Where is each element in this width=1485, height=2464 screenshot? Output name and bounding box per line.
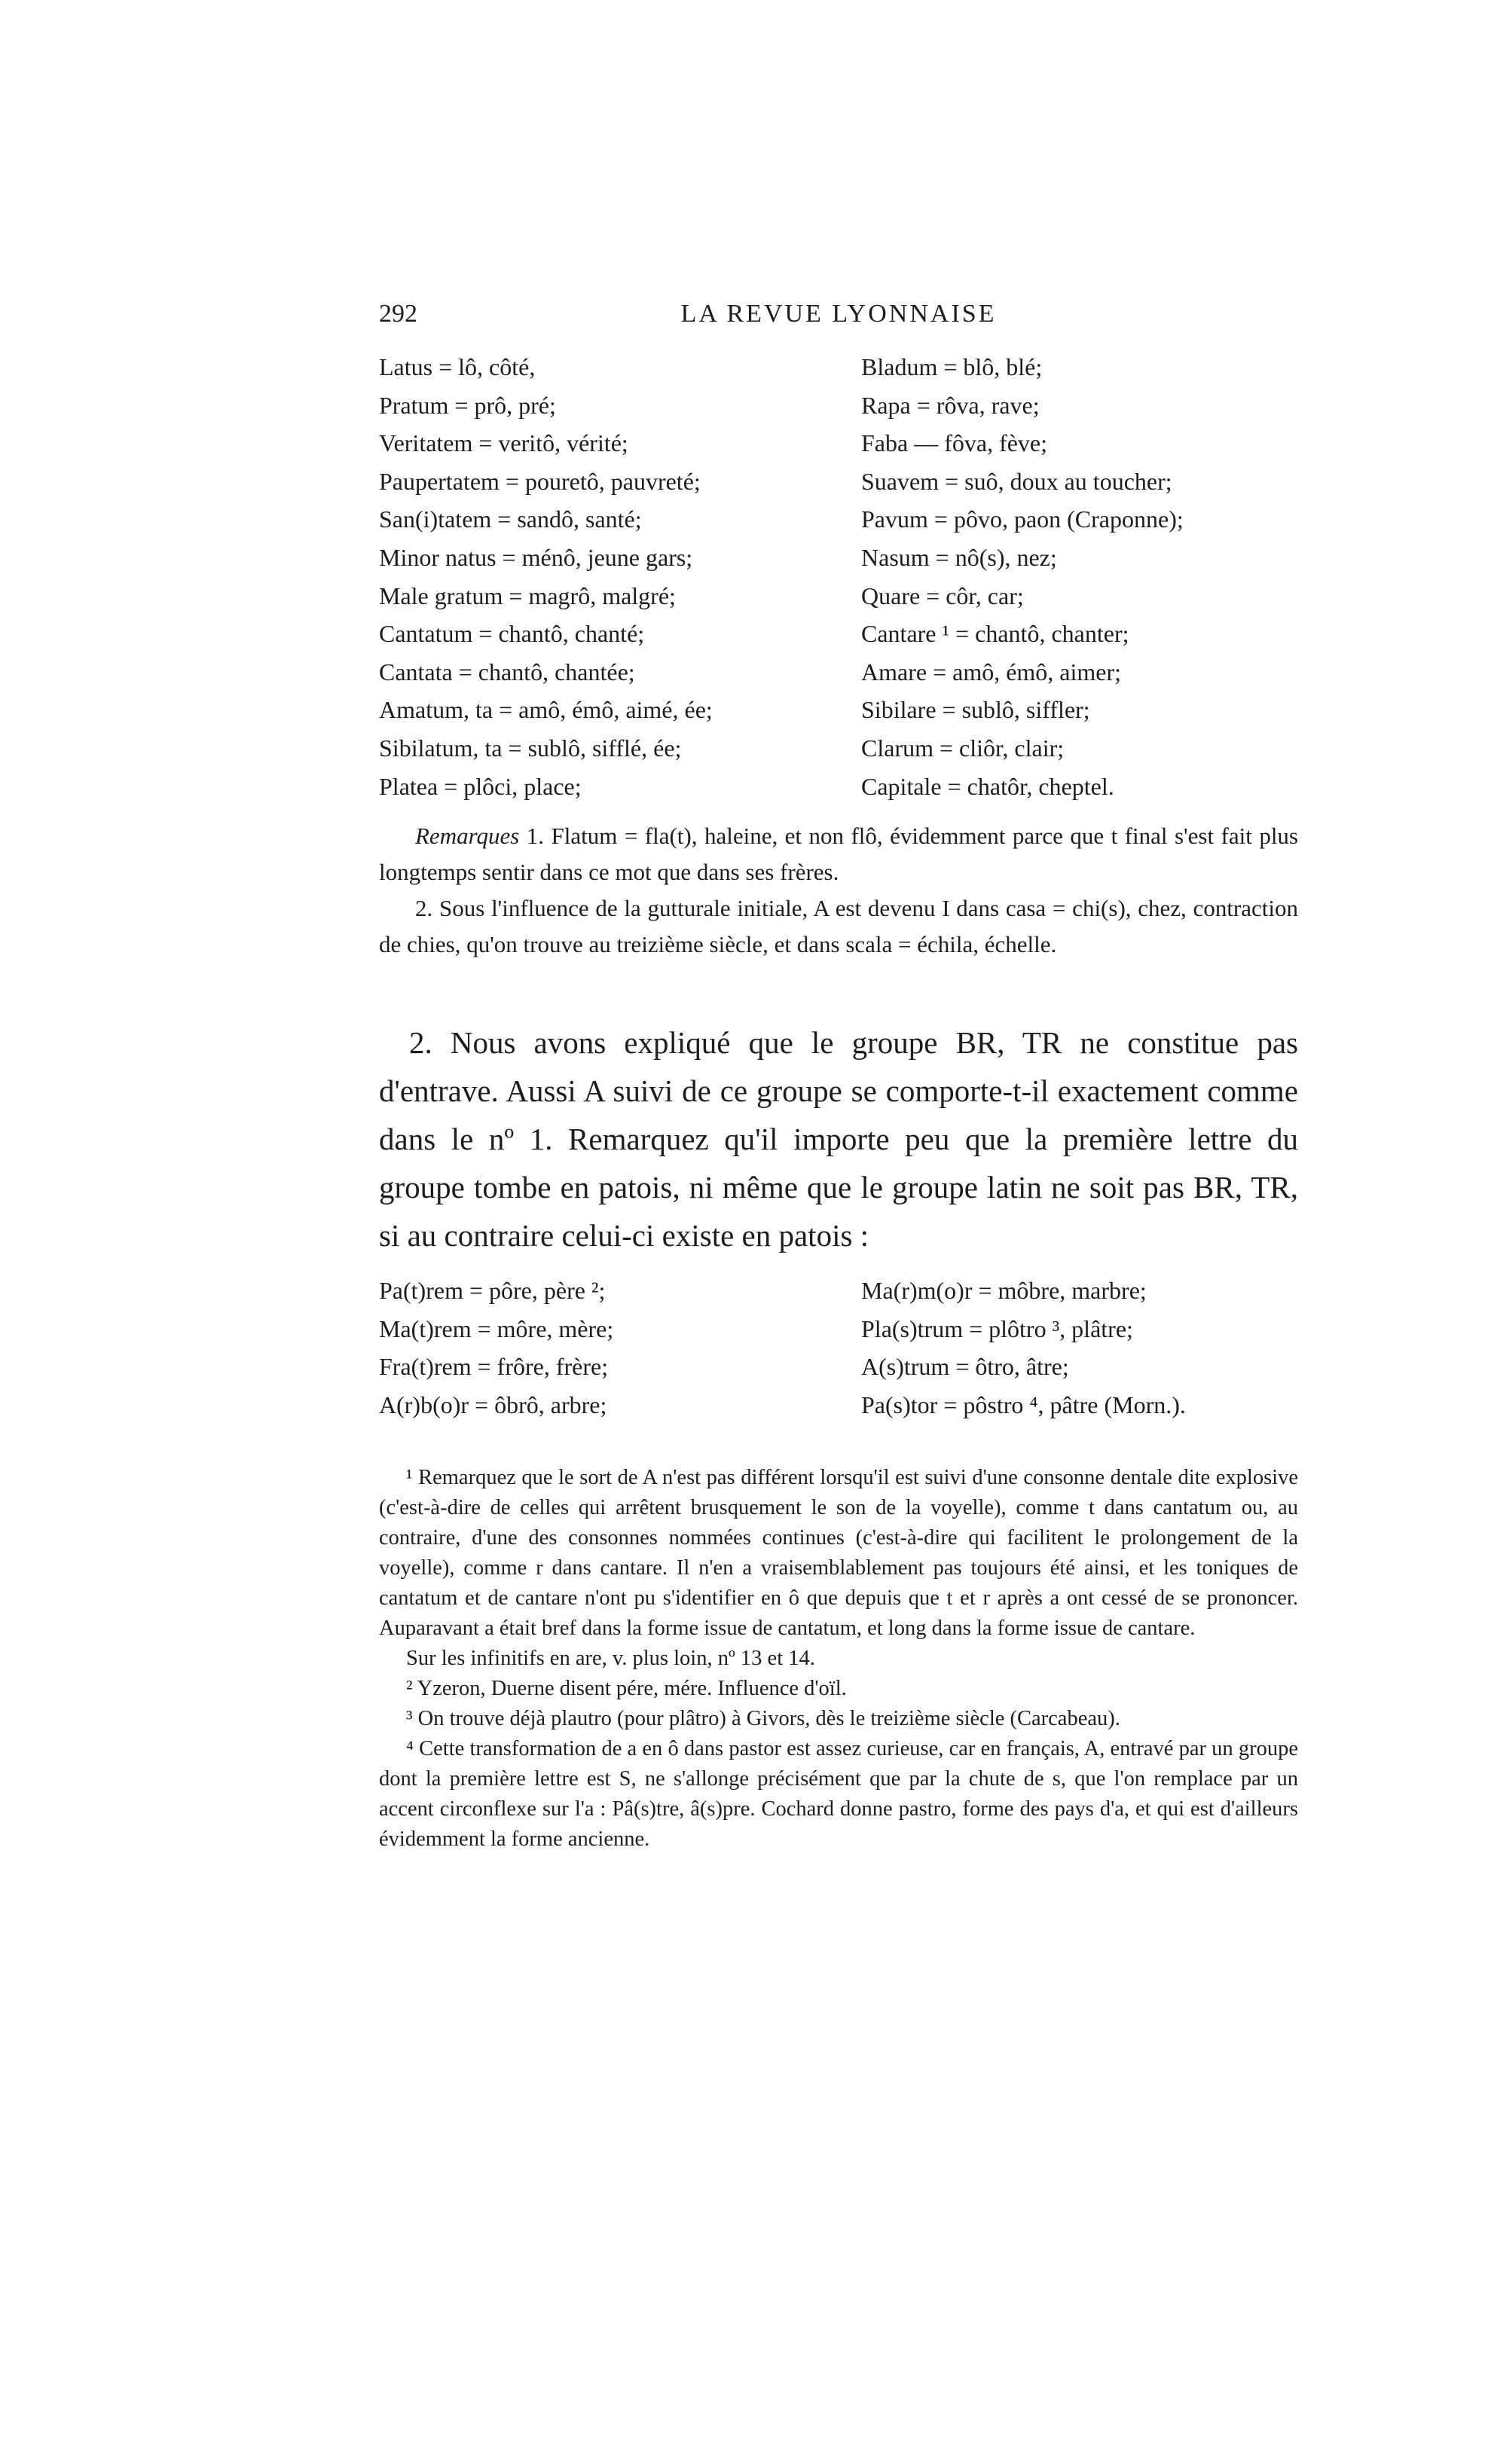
- page-number: 292: [379, 300, 417, 328]
- main-paragraph: 2. Nous avons expliqué que le groupe BR, TR ne constitue pas d'entrave. Aussi A suivi de ce groupe se comporte-t-il exactement comme dans le nº 1. Remarquez qu'il importe peu que la première lettre du groupe tombe en patois, ni même que le groupe latin ne soit pas BR, TR, si au contraire celui-ci existe en patois :: [379, 1025, 1298, 1253]
- word-entry: Capitale = chatôr, cheptel.: [861, 772, 1114, 800]
- remark-1-text: 1. Flatum = fla(t), haleine, et non flô, évidemment parce que t final s'est fait plus longtemps sentir dans ce mot que dans ses frères.: [379, 823, 1298, 885]
- word-entry: Amatum, ta = amô, émô, aimé, ée;: [379, 696, 713, 724]
- footnote-1-continued: Sur les infinitifs en are, v. plus loin, nº 13 et 14.: [406, 1647, 815, 1670]
- word-entry: Pa(t)rem = pôre, père ²;: [379, 1277, 606, 1304]
- word-entry: Minor natus = ménô, jeune gars;: [379, 543, 693, 571]
- remark-2: 2. Sous l'influence de la gutturale initiale, A est devenu I dans casa = chi(s), chez, contraction de chies, qu'on trouve au treizième siècle, et dans scala = échila, échelle.: [379, 895, 1298, 957]
- footnote-4: ⁴ Cette transformation de a en ô dans pastor est assez curieuse, car en français, A, entravé par un groupe dont la première lettre est S, ne s'allonge précisément que par la chute de s, que l'on remplace par un accent circonflexe sur l'a : Pâ(s)tre, â(s)pre. Cochard donne pastro, forme des pays d'a, et qui est d'ailleurs évidemment la forme ancienne.: [379, 1737, 1298, 1851]
- word-entry: Ma(r)m(o)r = môbre, marbre;: [861, 1277, 1147, 1304]
- word-entry: Cantatum = chantô, chanté;: [379, 620, 645, 648]
- word-entry: Cantata = chantô, chantée;: [379, 658, 635, 685]
- word-entry: A(r)b(o)r = ôbrô, arbre;: [379, 1391, 607, 1418]
- word-list-2-left-column: [379, 1272, 613, 1424]
- running-head: [379, 295, 1298, 333]
- remarks: [379, 818, 1298, 963]
- word-entry: Bladum = blô, blé;: [861, 353, 1043, 380]
- word-entry: Cantare ¹ = chantô, chanter;: [861, 620, 1129, 648]
- word-list-2-right-column: [861, 1272, 1186, 1424]
- word-entry: Pla(s)trum = plôtro ³, plâtre;: [861, 1314, 1133, 1342]
- word-list-1-left-column: [379, 348, 713, 805]
- word-entry: Clarum = cliôr, clair;: [861, 734, 1065, 762]
- word-entry: Suavem = suô, doux au toucher;: [861, 467, 1172, 495]
- word-entry: Sibilatum, ta = sublô, sifflé, ée;: [379, 734, 682, 762]
- word-entry: Male gratum = magrô, malgré;: [379, 582, 676, 609]
- footnote-1: ¹ Remarquez que le sort de A n'est pas différent lorsqu'il est suivi d'une consonne dentale dite explosive (c'est-à-dire de celles qui arrêtent brusquement le son de la voyelle), comme t dans cantatum ou, au contraire, d'une des consonnes nommées continues (c'est-à-dire qui facilitent le prolongement de la voyelle), comme r dans cantare. Il n'en a vraisemblablement pas toujours été ainsi, et les toniques de cantatum et de cantare n'ont pu s'identifier en ô que depuis que t et r après a ont cessé de se prononcer. Auparavant a était bref dans la forme issue de cantatum, et long dans la forme issue de cantare.: [379, 1466, 1298, 1640]
- word-entry: Faba — fôva, fève;: [861, 429, 1048, 457]
- word-entry: Rapa = rôva, rave;: [861, 391, 1040, 419]
- word-entry: Nasum = nô(s), nez;: [861, 543, 1057, 571]
- word-entry: Veritatem = veritô, vérité;: [379, 429, 628, 457]
- remarks-label: Remarques: [415, 823, 520, 849]
- word-entry: Pratum = prô, pré;: [379, 391, 556, 419]
- word-entry: Pa(s)tor = pôstro ⁴, pâtre (Morn.).: [861, 1391, 1186, 1418]
- footnote-3: ³ On trouve déjà plautro (pour plâtro) à Givors, dès le treizième siècle (Carcabeau).: [406, 1707, 1120, 1730]
- footnotes: [379, 1463, 1298, 1855]
- word-entry: San(i)tatem = sandô, santé;: [379, 505, 642, 533]
- word-entry: A(s)trum = ôtro, âtre;: [861, 1353, 1069, 1381]
- word-entry: Quare = côr, car;: [861, 582, 1024, 609]
- footnote-2: ² Yzeron, Duerne disent pére, mére. Influence d'oïl.: [406, 1677, 847, 1700]
- word-entry: Fra(t)rem = frôre, frère;: [379, 1353, 609, 1381]
- word-entry: Platea = plôci, place;: [379, 772, 582, 800]
- journal-title: LA REVUE LYONNAISE: [680, 300, 997, 328]
- remark-1: [379, 818, 1298, 890]
- word-list-1-right-column: [861, 348, 1184, 805]
- word-entry: Sibilare = sublô, siffler;: [861, 696, 1090, 724]
- word-entry: Pavum = pôvo, paon (Craponne);: [861, 505, 1184, 533]
- word-entry: Paupertatem = pouretô, pauvreté;: [379, 467, 701, 495]
- word-entry: Ma(t)rem = môre, mère;: [379, 1314, 614, 1342]
- word-entry: Amare = amô, émô, aimer;: [861, 658, 1122, 685]
- word-entry: Latus = lô, côté,: [379, 353, 536, 380]
